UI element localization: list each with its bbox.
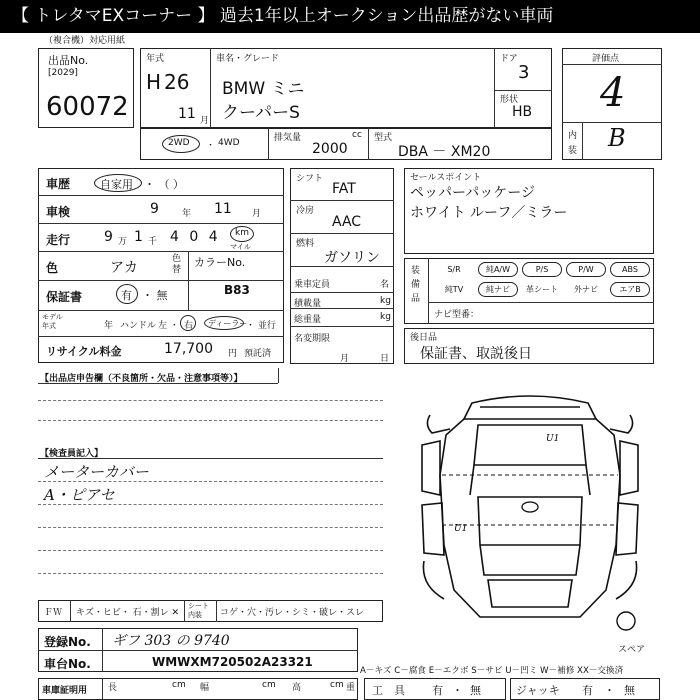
model-style-year-unit: 年	[104, 321, 114, 331]
inspector-line2: A・ピアセ	[44, 486, 115, 504]
tools-sep: ・	[452, 684, 463, 697]
gross-unit: kg	[380, 312, 391, 322]
fuel-value: ガソリン	[324, 250, 380, 266]
after-items-label: 後日品	[410, 333, 438, 343]
equipment-item: エアB	[610, 282, 650, 297]
equipment-item: 純TV	[444, 285, 464, 294]
sales-point-label: セールスポイント	[410, 173, 482, 183]
interior-label-2: 装	[568, 146, 578, 156]
damage-legend: A－キズ C－腐食 E－エクボ S－サビ U－凹ミ W－補修 XX－交換済	[360, 666, 624, 676]
maker-model: BMW ミニ	[222, 79, 305, 99]
model-code-label: 型式	[374, 133, 393, 143]
certificate-cell: 幅	[200, 683, 210, 693]
parallel-option: ・ 並行	[246, 321, 276, 331]
chassis-label: 車台No.	[44, 657, 91, 671]
name-change-day-unit: 日	[380, 354, 390, 364]
year-era: H	[146, 70, 162, 94]
inspection-month-unit: 月	[252, 209, 262, 219]
history-value: 自家用	[100, 178, 133, 191]
displacement-unit: cc	[352, 130, 362, 140]
mileage-unit-mile: マイル	[230, 243, 251, 251]
year-month: 11	[178, 106, 196, 122]
mileage-sen-unit: 千	[148, 237, 158, 247]
certificate-cell: cm	[172, 680, 186, 690]
jack-yes: 有	[582, 684, 593, 697]
model-code-value: DBA － XM20	[398, 144, 491, 160]
shape-label: 形状	[500, 95, 519, 105]
equipment-item: P/W	[566, 262, 606, 277]
certificate-cell: cm	[330, 680, 344, 690]
drive-4wd: 4WD	[218, 138, 240, 148]
certificate-label: 車庫証明用	[42, 686, 88, 696]
name-label: 車名・グレード	[216, 54, 280, 64]
dealer-option: ディーラー	[208, 319, 248, 328]
grade: クーパーS	[222, 103, 300, 123]
history-marks: ・ （ ）	[144, 178, 184, 191]
mileage-sen: 1	[134, 229, 143, 245]
equipment-item: ABS	[610, 262, 650, 277]
fuel-label: 燃料	[296, 239, 315, 249]
equipment-item: S/R	[447, 265, 461, 274]
color-value: アカ	[110, 260, 138, 276]
capacity-label: 乗車定員	[294, 280, 331, 290]
condition-interior: コゲ・穴・汚レ・シミ・破レ・スレ	[220, 608, 365, 618]
color-code-label: カラーNo.	[194, 256, 246, 269]
displacement-value: 2000	[312, 141, 348, 157]
banner-title: 【 トレタマEXコーナー 】 過去1年以上オークション出品歴がない車両	[0, 0, 700, 33]
certificate-cell: 長	[108, 683, 118, 693]
equipment-label: 装備品	[411, 266, 421, 304]
rating-label: 評価点	[592, 54, 620, 64]
name-change-label: 名変期限	[294, 334, 331, 344]
jack-label: ジャッキ	[516, 684, 560, 697]
certificate-cell: 重	[346, 683, 356, 693]
shape-value: HB	[512, 104, 533, 120]
inspection-month: 11	[214, 201, 232, 217]
condition-seat-label: シート内装	[188, 602, 209, 619]
doors-label: ドア	[500, 54, 518, 64]
model-style-label: モデル年式	[42, 313, 63, 330]
damage-mark-2: U1	[454, 524, 468, 534]
inspection-year: 9	[150, 201, 159, 217]
nav-model-label: ナビ型番：	[434, 310, 480, 320]
mileage-unit-km: km	[235, 228, 249, 238]
mileage-label: 走行	[46, 233, 71, 247]
lot-label: 出品No.	[48, 54, 89, 67]
after-items-value: 保証書、取説後日	[420, 346, 532, 362]
rating-value: 4	[600, 70, 626, 116]
form-subnote: （複合機）対応用紙	[44, 36, 126, 46]
condition-fw: ＦＷ	[44, 608, 63, 618]
certificate-cell: cm	[262, 680, 276, 690]
inspector-line1: メーターカバー	[44, 463, 149, 481]
tools-yes: 有	[432, 684, 443, 697]
tools-label: 工 具	[372, 684, 405, 697]
displacement-label: 排気量	[274, 133, 302, 143]
equipment-item: 革シート	[526, 285, 558, 294]
sales-point-line1: ペッパーパッケージ	[410, 185, 536, 201]
drive-2wd: 2WD	[168, 138, 190, 148]
equipment-item: 純ナビ	[478, 282, 518, 297]
load-unit: kg	[380, 296, 391, 306]
doors-value: 3	[518, 62, 530, 83]
interior-value: B	[608, 124, 626, 152]
equipment-item: P/S	[522, 262, 562, 277]
jack-no: 無	[624, 684, 635, 697]
recycle-deposit: 預託済	[244, 349, 272, 359]
year-label: 年式	[146, 54, 165, 64]
lot-small-code: [2029]	[48, 68, 78, 78]
name-change-unit: 月	[340, 354, 350, 364]
inspector-label: 【検査員記入】	[40, 449, 104, 459]
registration-label: 登録No.	[44, 635, 91, 649]
equipment-item: 外ナビ	[574, 285, 598, 294]
details-table	[38, 168, 284, 363]
lot-number: 60072	[46, 92, 129, 122]
condition-exterior: キズ・ヒビ・ 石・割レ ✕	[76, 608, 180, 618]
year-value: 26	[164, 70, 190, 94]
handle-left: 左 ・	[158, 321, 179, 331]
chassis-value: WMWXM720502A23321	[152, 655, 313, 669]
history-label: 車歴	[46, 177, 71, 191]
warranty-label: 保証書	[46, 290, 83, 304]
inspection-year-unit: 年	[182, 209, 192, 219]
inspection-label: 車検	[46, 205, 71, 219]
shift-label: シフト	[296, 174, 324, 184]
warranty-yes: 有	[121, 289, 132, 302]
sales-point-line2: ホワイト ルーフ／ミラー	[410, 205, 568, 221]
warranty-no: ・ 無	[142, 289, 168, 302]
year-month-unit: 月	[200, 116, 210, 126]
jack-sep: ・	[604, 684, 615, 697]
mileage-man: 9	[104, 229, 113, 245]
color-label: 色	[46, 261, 59, 275]
gross-label: 総重量	[294, 315, 322, 325]
equipment-item: 純A/W	[478, 262, 518, 277]
recycle-unit: 円	[228, 349, 238, 359]
mileage-man-unit: 万	[118, 237, 128, 247]
interior-label-1: 内	[568, 131, 578, 141]
ac-value: AAC	[332, 214, 362, 230]
car-damage-diagram	[410, 385, 650, 635]
mileage-rest: 4 0 4	[170, 229, 221, 245]
color-code: B83	[224, 283, 250, 297]
tools-no: 無	[470, 684, 481, 697]
capacity-unit: 名	[380, 280, 390, 290]
recycle-value: 17,700	[164, 341, 213, 357]
color-change-label: 色替	[172, 254, 182, 275]
registration-value: ギフ 303 の 9740	[112, 633, 230, 649]
recycle-label: リサイクル料金	[46, 345, 122, 358]
handle-right: 右	[184, 321, 194, 331]
load-label: 積載量	[294, 299, 322, 309]
shift-value: FAT	[332, 181, 356, 197]
handle-label: ハンドル	[120, 321, 157, 331]
spare-label: スペア	[618, 645, 646, 655]
certificate-cell: 高	[292, 683, 302, 693]
ac-label: 冷房	[296, 206, 315, 216]
damage-mark-1: U1	[546, 434, 560, 444]
seller-notes-label: 【出品店申告欄（不良箇所・欠品・注意事項等）】	[40, 374, 243, 384]
